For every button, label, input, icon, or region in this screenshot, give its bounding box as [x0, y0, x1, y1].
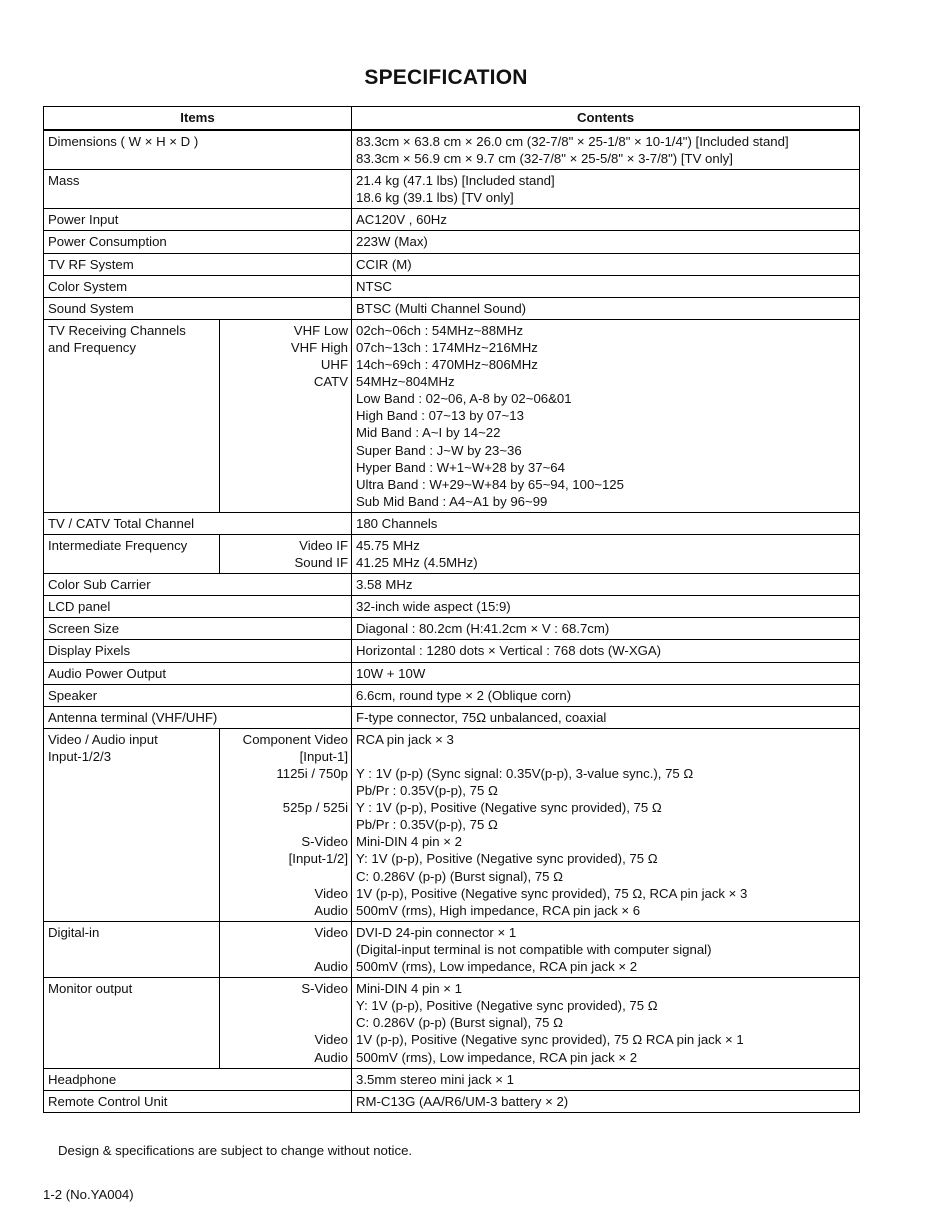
- row-sublabels: Component Video [Input-1] 1125i / 750p 525p / 525i S-Video [Input-1/2] Video Audio: [220, 728, 352, 921]
- row-contents: 45.75 MHz 41.25 MHz (4.5MHz): [352, 534, 860, 573]
- row-label: Sound System: [44, 297, 352, 319]
- row-label: Remote Control Unit: [44, 1090, 352, 1112]
- table-row: [44, 231, 860, 253]
- row-label: Screen Size: [44, 618, 352, 640]
- row-sublabels: VHF Low VHF High UHF CATV: [220, 319, 352, 512]
- table-row: [44, 662, 860, 684]
- row-label: Headphone: [44, 1068, 352, 1090]
- row-label: Antenna terminal (VHF/UHF): [44, 706, 352, 728]
- table-header-row: [44, 107, 860, 131]
- row-contents: Diagonal : 80.2cm (H:41.2cm × V : 68.7cm): [352, 618, 860, 640]
- row-label: Power Input: [44, 209, 352, 231]
- table-row: [44, 618, 860, 640]
- table-row: [44, 1090, 860, 1112]
- row-label: Power Consumption: [44, 231, 352, 253]
- row-label: Color System: [44, 275, 352, 297]
- row-label: TV Receiving Channels and Frequency: [44, 319, 220, 512]
- row-label: Mass: [44, 170, 352, 209]
- row-label: Dimensions ( W × H × D ): [44, 130, 352, 170]
- row-label: Monitor output: [44, 978, 220, 1068]
- row-label: Display Pixels: [44, 640, 352, 662]
- row-label: Video / Audio input Input-1/2/3: [44, 728, 220, 921]
- table-row: [44, 684, 860, 706]
- specification-table: [43, 106, 860, 1113]
- table-row: [44, 170, 860, 209]
- table-row: [44, 1068, 860, 1090]
- row-contents: 3.5mm stereo mini jack × 1: [352, 1068, 860, 1090]
- table-row: [44, 596, 860, 618]
- contents-header: Contents: [352, 107, 860, 131]
- row-contents: 21.4 kg (47.1 lbs) [Included stand] 18.6 kg (39.1 lbs) [TV only]: [352, 170, 860, 209]
- table-row: [44, 319, 860, 512]
- row-contents: NTSC: [352, 275, 860, 297]
- row-contents: RCA pin jack × 3 Y : 1V (p-p) (Sync signal: 0.35V(p-p), 3-value sync.), 75 Ω Pb/Pr : 0.35V(p-p), 75 Ω Y : 1V (p-p), Positive (Negative sync provided), 75 Ω Pb/Pr : 0.35V(p-p), 75 Ω Mini-DIN 4 pin × 2 Y: 1V (p-p), Positive (Negative sync provided), 75 Ω C: 0.286V (p-p) (Burst signal), 75 Ω 1V (p-p), Positive (Negative sync provided), 75 Ω, RCA pin jack × 3 500mV (rms), High impedance, RCA pin jack × 6: [352, 728, 860, 921]
- row-contents: AC120V , 60Hz: [352, 209, 860, 231]
- table-row: [44, 130, 860, 170]
- table-row: [44, 978, 860, 1068]
- table-row: [44, 253, 860, 275]
- row-sublabels: Video IF Sound IF: [220, 534, 352, 573]
- row-label: TV / CATV Total Channel: [44, 512, 352, 534]
- row-contents: CCIR (M): [352, 253, 860, 275]
- page-title: SPECIFICATION: [364, 66, 528, 89]
- row-label: Intermediate Frequency: [44, 534, 220, 573]
- row-contents: Horizontal : 1280 dots × Vertical : 768 dots (W-XGA): [352, 640, 860, 662]
- row-label: Digital-in: [44, 921, 220, 977]
- table-row: [44, 534, 860, 573]
- row-contents: 223W (Max): [352, 231, 860, 253]
- row-sublabels: S-Video Video Audio: [220, 978, 352, 1068]
- row-contents: BTSC (Multi Channel Sound): [352, 297, 860, 319]
- row-label: Speaker: [44, 684, 352, 706]
- row-contents: F-type connector, 75Ω unbalanced, coaxial: [352, 706, 860, 728]
- table-row: [44, 706, 860, 728]
- row-contents: RM-C13G (AA/R6/UM-3 battery × 2): [352, 1090, 860, 1112]
- row-contents: 83.3cm × 63.8 cm × 26.0 cm (32-7/8" × 25-1/8" × 10-1/4") [Included stand] 83.3cm × 56.9 cm × 9.7 cm (32-7/8" × 25-5/8" × 3-7/8") [TV only]: [352, 130, 860, 170]
- table-row: [44, 728, 860, 921]
- row-label: LCD panel: [44, 596, 352, 618]
- row-contents: 180 Channels: [352, 512, 860, 534]
- row-contents: DVI-D 24-pin connector × 1 (Digital-input terminal is not compatible with computer signal) 500mV (rms), Low impedance, RCA pin jack × 2: [352, 921, 860, 977]
- table-row: [44, 640, 860, 662]
- row-label: TV RF System: [44, 253, 352, 275]
- row-label: Audio Power Output: [44, 662, 352, 684]
- row-contents: 3.58 MHz: [352, 574, 860, 596]
- page-number: 1-2 (No.YA004): [43, 1187, 134, 1202]
- row-contents: 10W + 10W: [352, 662, 860, 684]
- row-contents: Mini-DIN 4 pin × 1 Y: 1V (p-p), Positive (Negative sync provided), 75 Ω C: 0.286V (p-p) (Burst signal), 75 Ω 1V (p-p), Positive (Negative sync provided), 75 Ω RCA pin jack × 1 500mV (rms), Low impedance, RCA pin jack × 2: [352, 978, 860, 1068]
- row-contents: 02ch~06ch : 54MHz~88MHz 07ch~13ch : 174MHz~216MHz 14ch~69ch : 470MHz~806MHz 54MHz~804MHz Low Band : 02~06, A-8 by 02~06&01 High Band : 07~13 by 07~13 Mid Band : A~I by 14~22 Super Band : J~W by 23~36 Hyper Band : W+1~W+28 by 37~64 Ultra Band : W+29~W+84 by 65~94, 100~125 Sub Mid Band : A4~A1 by 96~99: [352, 319, 860, 512]
- table-row: [44, 209, 860, 231]
- row-sublabels: Video Audio: [220, 921, 352, 977]
- items-header: Items: [44, 107, 352, 131]
- table-row: [44, 574, 860, 596]
- table-row: [44, 297, 860, 319]
- row-label: Color Sub Carrier: [44, 574, 352, 596]
- table-row: [44, 921, 860, 977]
- row-contents: 6.6cm, round type × 2 (Oblique corn): [352, 684, 860, 706]
- footnote: Design & specifications are subject to change without notice.: [58, 1143, 413, 1158]
- row-contents: 32-inch wide aspect (15:9): [352, 596, 860, 618]
- table-row: [44, 275, 860, 297]
- table-row: [44, 512, 860, 534]
